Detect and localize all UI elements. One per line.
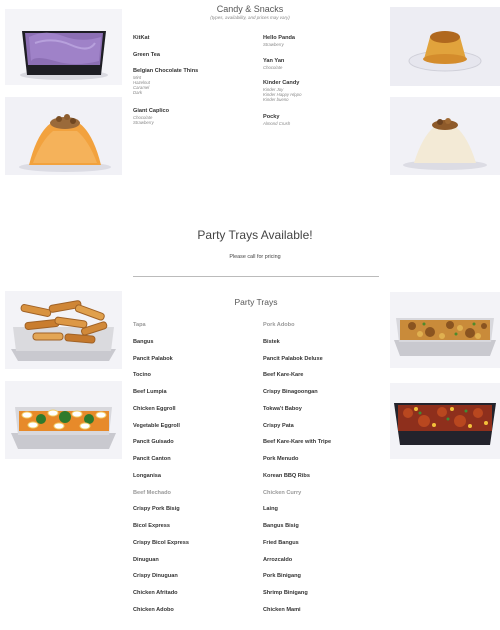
party-tray-item: Bistek xyxy=(263,338,280,345)
party-tray-item: Shrimp Binigang xyxy=(263,590,308,596)
candy-subitem: Hazelnut xyxy=(133,80,150,85)
white-cake-dome-image xyxy=(390,97,500,175)
candy-subitem: Chocolate xyxy=(133,115,153,120)
party-tray-item: Crispy Dinuguan xyxy=(133,573,178,580)
party-tray-item: Fried Bangus xyxy=(263,539,299,546)
section-divider xyxy=(133,276,379,277)
candy-subitem: Dark xyxy=(133,90,143,95)
party-tray-item: Pancit Palabok xyxy=(133,355,173,362)
leche-flan-plated-image xyxy=(390,7,500,86)
party-tray-item: Crispy Binagoongan xyxy=(263,389,318,395)
candy-section-title: Candy & Snacks xyxy=(216,4,284,14)
candy-subitem: Chocolate xyxy=(263,65,283,70)
party-tray-item: Chicken Curry xyxy=(263,489,302,496)
candy-subitem: Strawberry xyxy=(133,120,154,125)
party-tray-item: Bicol Express xyxy=(133,523,170,529)
candy-item: Pocky xyxy=(263,114,280,120)
party-tray-item: Chicken Eggroll xyxy=(133,405,176,412)
party-tray-item: Beef Kare-Kare xyxy=(263,372,304,379)
party-tray-item: Vegetable Eggroll xyxy=(133,422,180,429)
party-tray-item: Beef Kare-Kare with Tripe xyxy=(263,439,332,446)
candy-subitem: Almond Crush xyxy=(263,121,291,126)
candy-item: Kinder Candy xyxy=(263,80,300,86)
candy-subitem: Kinder Happy Hippo xyxy=(263,92,302,97)
party-tray-item: Chicken Mami xyxy=(263,606,301,613)
party-tray-item: Tokwa't Baboy xyxy=(263,405,302,412)
party-tray-item: Pancit Guisado xyxy=(133,439,174,446)
party-tray-item: Bangus Bisig xyxy=(263,523,299,529)
party-tray-item: Longanisa xyxy=(133,472,161,479)
candy-item: Hello Panda xyxy=(263,35,296,41)
party-banner-subtitle: Please call for pricing xyxy=(229,254,281,260)
candy-item: Yan Yan xyxy=(263,58,285,64)
lumpia-tray-image xyxy=(5,291,122,369)
mango-cake-dome-image xyxy=(5,97,122,175)
stir-fry-tray-image xyxy=(390,292,500,368)
party-tray-item: Pork Menudo xyxy=(263,456,299,462)
party-tray-item: Pancit Canton xyxy=(133,456,171,462)
ube-halaya-tray-icon xyxy=(5,9,122,85)
egg-salad-tray-image xyxy=(5,381,122,459)
party-tray-item: Pork Binigang xyxy=(263,573,301,580)
party-tray-item: Tapa xyxy=(133,322,146,328)
party-tray-item: Pork Adobo xyxy=(263,322,295,328)
party-tray-item: Pancit Palabok Deluxe xyxy=(263,355,323,362)
party-tray-item: Beef Lumpia xyxy=(133,389,167,395)
party-tray-item: Beef Mechado xyxy=(133,489,171,496)
party-tray-item: Crispy Pork Bisig xyxy=(133,506,180,513)
party-tray-item: Tocino xyxy=(133,372,151,379)
party-tray-item: Laing xyxy=(263,506,278,513)
candy-item: KitKat xyxy=(133,35,150,41)
party-tray-item: Crispy Bicol Express xyxy=(133,539,189,546)
candy-subitem: Kinder bueno xyxy=(263,97,289,102)
candy-item: Belgian Chocolate Thins xyxy=(133,68,199,74)
candy-subitem: Caramel xyxy=(133,85,150,90)
candy-subitem: Mint xyxy=(133,75,142,80)
candy-item: Giant Caplico xyxy=(133,108,170,114)
party-tray-item: Chicken Adobo xyxy=(133,606,174,613)
candy-subitem: Strawberry xyxy=(263,42,284,47)
ube-halaya-tray-image xyxy=(5,9,122,85)
candy-item: Green Tea xyxy=(133,52,160,58)
party-tray-item: Arrozcaldo xyxy=(263,556,293,563)
party-trays-title: Party Trays xyxy=(234,297,278,307)
party-tray-item: Chicken Afritado xyxy=(133,590,178,596)
bbq-ribs-tray-image xyxy=(390,383,500,459)
party-tray-item: Korean BBQ Ribs xyxy=(263,472,310,479)
candy-subitem: Kinder Joy xyxy=(263,87,284,92)
party-banner-title: Party Trays Available! xyxy=(197,228,313,242)
candy-section-subtitle: (types, availability, and prices may vary) xyxy=(210,15,290,20)
party-tray-item: Bangus xyxy=(133,338,154,345)
party-tray-item: Dinuguan xyxy=(133,556,159,563)
party-tray-item: Crispy Pata xyxy=(263,422,294,429)
